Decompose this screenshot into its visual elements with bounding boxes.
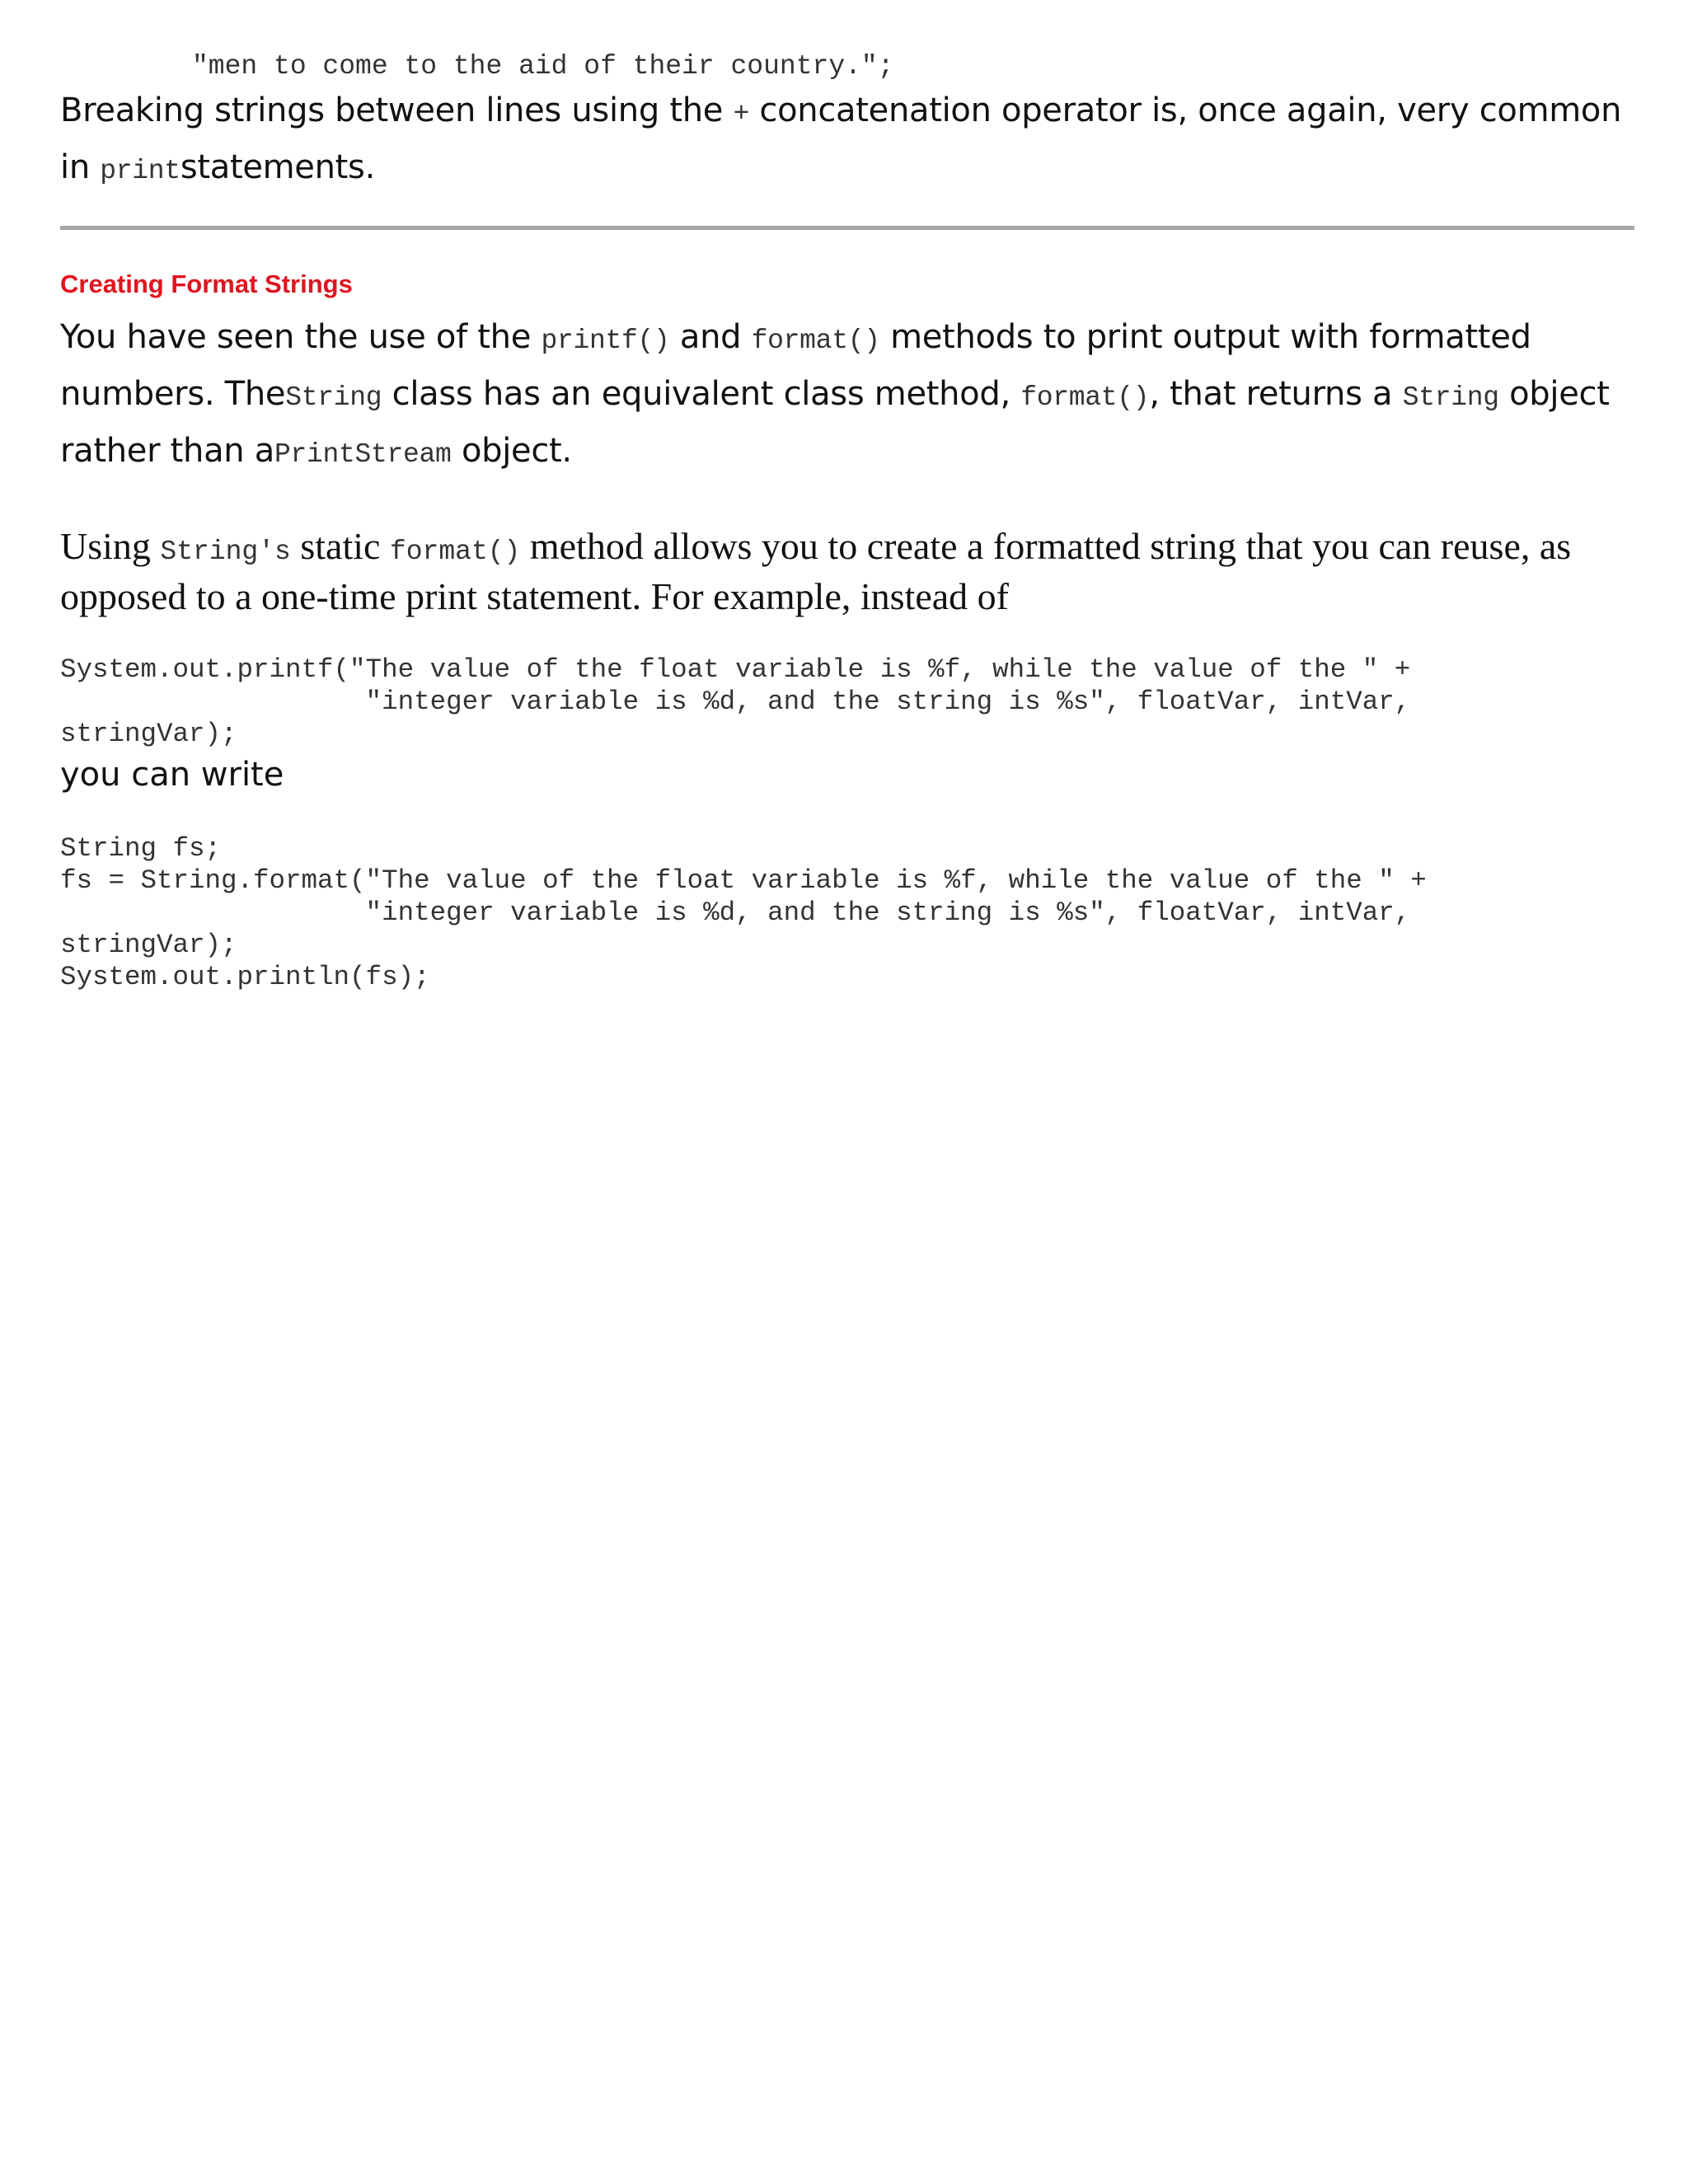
- code-line: fs = String.format("The value of the float variable is %f, while the value of the " +: [60, 865, 1427, 896]
- text-run: object rather than a: [60, 375, 1610, 470]
- text-run: Using: [60, 525, 161, 567]
- text-run: class has an equivalent class method,: [382, 375, 1021, 413]
- code-line: System.out.println(fs);: [60, 962, 430, 992]
- inline-code-format: format(): [1020, 382, 1150, 413]
- code-line: stringVar);: [60, 930, 237, 960]
- inline-code-format: format(): [751, 326, 880, 356]
- text-run: statements.: [180, 148, 376, 186]
- section-heading: Creating Format Strings: [60, 269, 353, 298]
- inline-code-plus: +: [733, 99, 750, 129]
- text-run: , that returns a: [1149, 375, 1403, 413]
- code-line: "integer variable is %d, and the string is %s", floatVar, intVar,: [60, 687, 1411, 717]
- code-line: String fs;: [60, 833, 222, 864]
- format-methods-paragraph: [60, 311, 1634, 481]
- text-run: method allows you to create a formatted string that you can reuse, as opposed to a one-time print statement. For example, instead of: [60, 525, 1572, 617]
- code-line: "integer variable is %d, and the string is %s", floatVar, intVar,: [60, 898, 1411, 928]
- inline-code-strings: String's: [160, 537, 291, 567]
- code-example-string-format: [60, 832, 1634, 993]
- code-line: System.out.printf("The value of the float variable is %f, while the value of the " +: [60, 654, 1411, 685]
- text-run: static: [290, 525, 390, 567]
- inline-code-printf: printf(): [541, 326, 670, 356]
- code-example-printf: [60, 654, 1634, 750]
- text-run: and: [669, 318, 752, 356]
- inline-code-printstream: PrintStream: [274, 439, 452, 470]
- text-run: Breaking strings between lines using the: [60, 91, 734, 129]
- document-content: [60, 49, 1634, 993]
- code-snippet-continuation: "men to come to the aid of their country.";: [192, 51, 894, 82]
- code-line: stringVar);: [60, 719, 237, 749]
- inline-code-string: String: [285, 382, 382, 413]
- text-run: methods to print output with formatted numbers. The: [60, 318, 1531, 413]
- inline-code-print: print: [100, 156, 181, 186]
- inline-code-format: format(): [389, 537, 521, 567]
- static-format-paragraph: [60, 524, 1634, 619]
- horizontal-divider: [60, 226, 1634, 230]
- text-run: concatenation operator is, once again, very common in: [60, 91, 1622, 186]
- text-run: You have seen the use of the: [60, 318, 542, 356]
- inline-code-string: String: [1402, 382, 1499, 413]
- text-run: object.: [451, 432, 572, 470]
- concatenation-paragraph: [60, 84, 1634, 198]
- you-can-write-text: you can write: [60, 756, 284, 794]
